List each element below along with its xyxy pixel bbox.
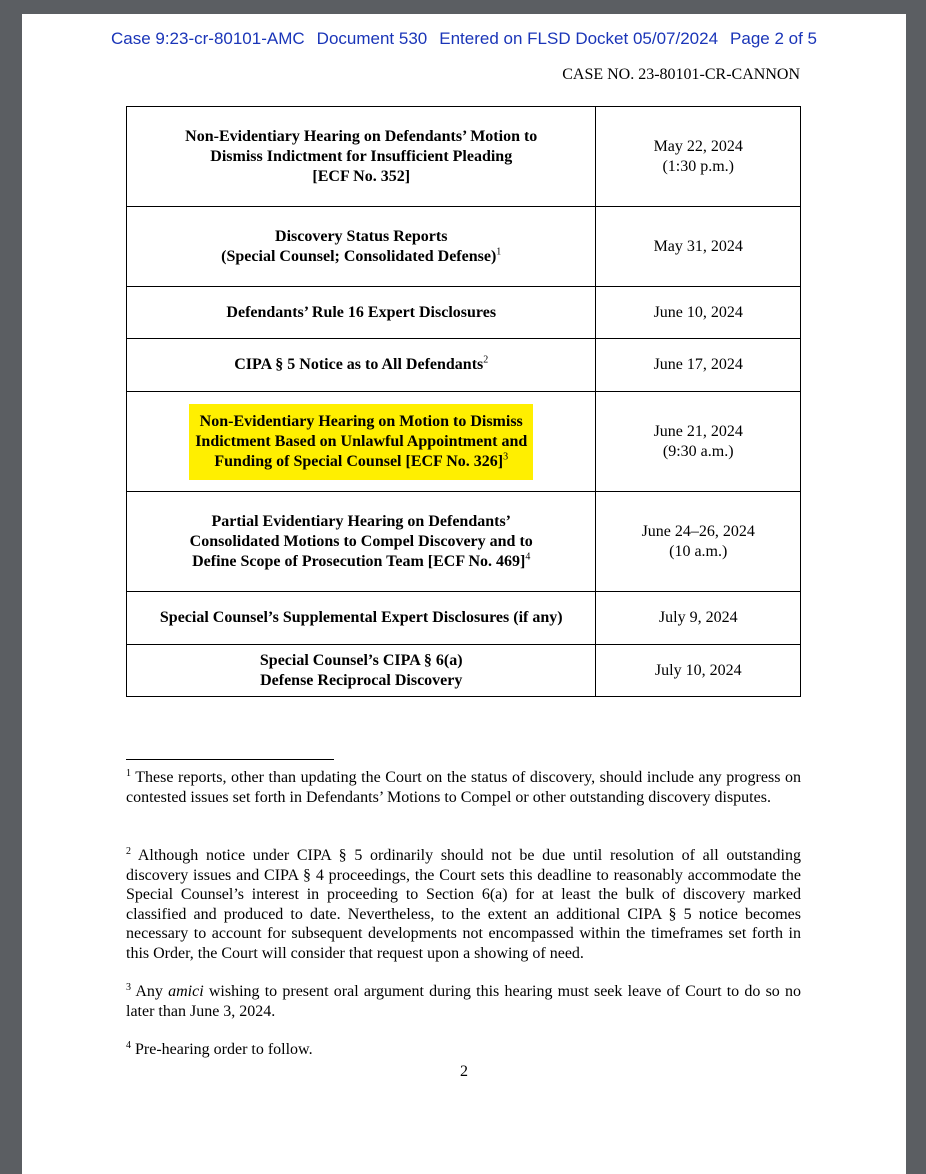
- footnote-text: wishing to present oral argument during this hearing must seek leave of Court to do so no later than June 3, 2024.: [126, 983, 802, 1020]
- event-text: [160, 609, 563, 626]
- schedule-date: [596, 592, 801, 645]
- footnote-4: [126, 1040, 801, 1060]
- event-text: [260, 652, 463, 689]
- event-text: [226, 304, 496, 321]
- schedule-date: [596, 207, 801, 287]
- footnote-ref: 1: [496, 246, 502, 258]
- date-line: (1:30 p.m.): [662, 157, 734, 175]
- document-page: [22, 14, 906, 1174]
- footnote-1: [126, 768, 801, 807]
- event-line: Special Counsel’s CIPA § 6(a): [259, 651, 463, 669]
- footnote-ref: 3: [503, 451, 509, 463]
- schedule-row: [127, 107, 801, 207]
- date-line: June 17, 2024: [653, 356, 743, 373]
- schedule-date: [596, 392, 801, 492]
- footnote-marker: 3: [126, 982, 131, 993]
- document-number: Document 530: [316, 29, 428, 48]
- event-line: Partial Evidentiary Hearing on Defendants’: [211, 512, 511, 530]
- footnote-marker: 1: [126, 768, 131, 779]
- event-line: Non-Evidentiary Hearing on Motion to Dismiss: [199, 412, 523, 430]
- schedule-row: [127, 287, 801, 339]
- schedule-event: [127, 207, 596, 287]
- schedule-event: [127, 392, 596, 492]
- footnote-text: Pre-hearing order to follow.: [135, 1041, 313, 1058]
- event-line: CIPA § 5 Notice as to All Defendants: [234, 356, 484, 373]
- date-line: May 22, 2024: [653, 137, 743, 155]
- event-line: Consolidated Motions to Compel Discovery and to: [189, 532, 533, 550]
- footnote-text: Although notice under CIPA § 5 ordinarily should not be due until resolution of all outstanding discovery issues and CIPA § 4 proceedings, the Court sets this deadline to reasonably accommodate the Special Counsel’s interest in proceeding to Section 6(a) for at least the bulk of discovery marked classified and produced to date. Nevertheless, to the extent an additional CIPA § 5 notice becomes necessary to account for subsequent developments not encompassed within the timeframes set forth in this Order, the Court will consider that request upon a showing of need.: [126, 847, 801, 962]
- schedule-date: [596, 492, 801, 592]
- event-line: Defendants’ Rule 16 Expert Disclosures: [226, 303, 497, 321]
- schedule-date: [596, 287, 801, 339]
- footnote-ref: 2: [483, 354, 489, 366]
- event-line: Discovery Status Reports: [275, 227, 448, 245]
- footnote-text: Any: [135, 983, 169, 1000]
- date-line: July 9, 2024: [658, 609, 738, 626]
- footnote-marker: 2: [126, 846, 131, 857]
- event-line: Define Scope of Prosecution Team [ECF No. 469]: [192, 552, 526, 570]
- event-line: Dismiss Indictment for Insufficient Pleading: [210, 147, 513, 165]
- viewer-frame: [906, 0, 926, 1152]
- date-line: June 21, 2024: [653, 422, 743, 440]
- event-line: Indictment Based on Unlawful Appointment and: [195, 432, 528, 450]
- date-line: May 31, 2024: [653, 237, 743, 255]
- date-line: June 10, 2024: [653, 303, 743, 321]
- event-text: [234, 356, 488, 373]
- schedule-row: [127, 339, 801, 392]
- event-text: [190, 513, 533, 570]
- schedule-event: [127, 492, 596, 592]
- schedule-event: [127, 592, 596, 645]
- docket-header: [22, 29, 906, 49]
- case-ref: Case 9:23-cr-80101-AMC: [110, 29, 305, 48]
- schedule-row: [127, 492, 801, 592]
- schedule-row: [127, 207, 801, 287]
- schedule-event: [127, 287, 596, 339]
- event-line: Defense Reciprocal Discovery: [260, 671, 463, 689]
- footnote-2: [126, 846, 801, 963]
- event-line: (Special Counsel; Consolidated Defense): [221, 247, 497, 265]
- footnote-divider: [126, 759, 334, 760]
- case-number: CASE NO. 23-80101-CR-CANNON: [562, 66, 800, 83]
- footnote-text: These reports, other than updating the Court on the status of discovery, should include any progress on contested issues set forth in Defendants’ Motions to Compel or other outstanding discovery disputes.: [126, 769, 801, 806]
- event-text: [221, 228, 501, 265]
- date-line: June 24–26, 2024: [641, 522, 755, 540]
- event-line: [ECF No. 352]: [312, 167, 411, 185]
- date-line: (9:30 a.m.): [662, 442, 734, 460]
- event-line: Non-Evidentiary Hearing on Defendants’ Motion to: [185, 127, 538, 145]
- schedule-event: [127, 645, 596, 697]
- event-line: Special Counsel’s Supplemental Expert Disclosures (if any): [159, 609, 563, 626]
- footnote-ref: 4: [525, 551, 531, 563]
- event-line: Funding of Special Counsel [ECF No. 326]: [214, 452, 504, 470]
- schedule-event: [127, 107, 596, 207]
- schedule-date: [596, 645, 801, 697]
- entered-date: Entered on FLSD Docket 05/07/2024: [439, 29, 719, 48]
- schedule-event: [127, 339, 596, 392]
- event-text: [185, 128, 537, 185]
- date-line: (10 a.m.): [669, 542, 728, 560]
- page-of: Page 2 of 5: [730, 29, 818, 48]
- schedule-date: [596, 339, 801, 392]
- footnote-emphasis: amici: [168, 983, 204, 1000]
- schedule-row: [127, 392, 801, 492]
- schedule-date: [596, 107, 801, 207]
- schedule-table: [126, 106, 801, 697]
- highlighted-event-text: [189, 404, 533, 480]
- schedule-row: [127, 592, 801, 645]
- footnote-3: [126, 982, 801, 1021]
- footnote-marker: 4: [126, 1040, 131, 1051]
- date-line: July 10, 2024: [654, 661, 742, 679]
- schedule-row: [127, 645, 801, 697]
- page-number: 2: [460, 1063, 468, 1080]
